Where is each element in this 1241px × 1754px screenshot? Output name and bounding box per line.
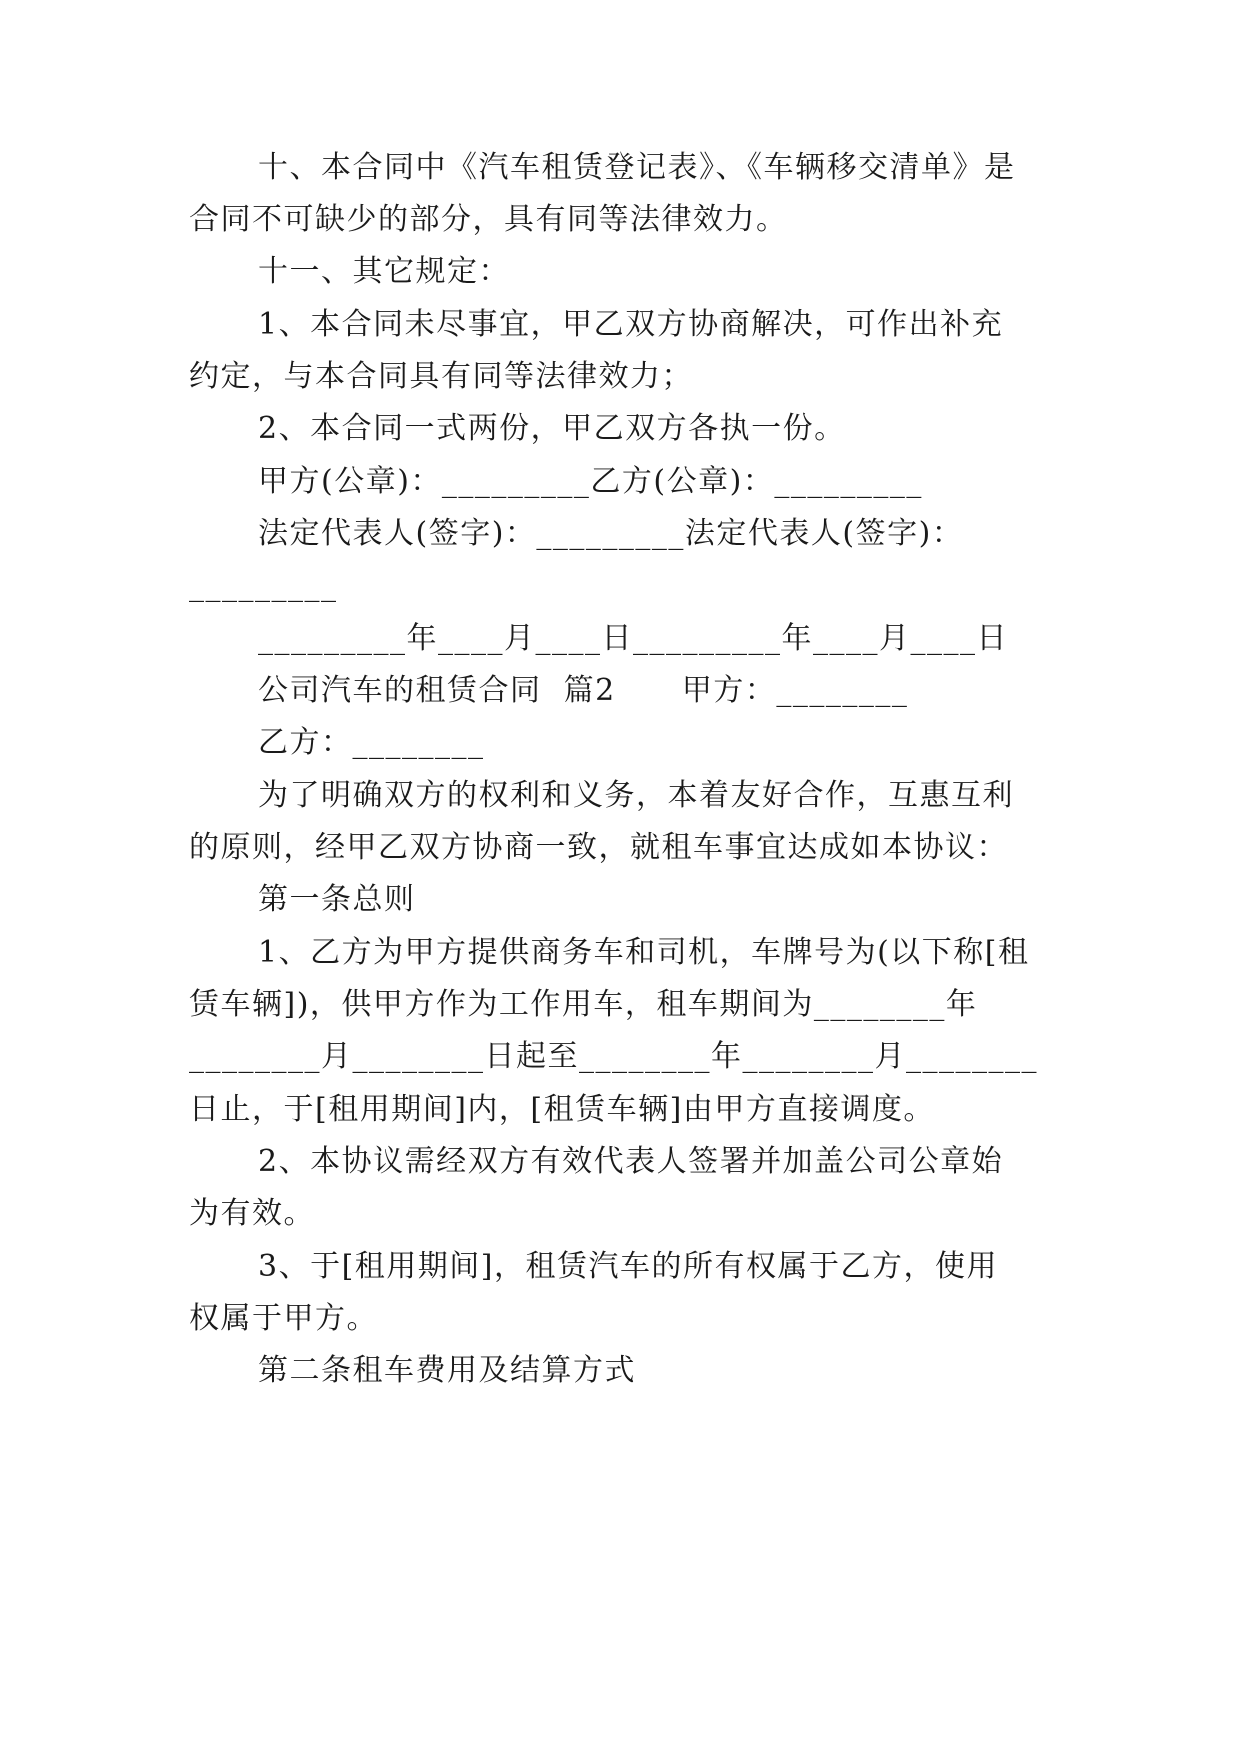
paragraph-line: 合同不可缺少的部分，具有同等法律效力。 [189, 202, 788, 237]
section-heading: 十一、其它规定： [258, 254, 510, 289]
paragraph-line: 十、本合同中《汽车租赁登记表》、《车辆移交清单》是 [258, 150, 1016, 185]
paragraph-line: ________月________日起至________年________月________ [189, 1039, 1038, 1074]
paragraph-line: 2、本协议需经双方有效代表人签署并加盖公司公章始 [258, 1144, 1004, 1179]
signature-line: 法定代表人(签字)：_________法定代表人(签字)： [258, 516, 964, 551]
paragraph-line: 为了明确双方的权利和义务，本着友好合作，互惠互利 [258, 778, 1014, 813]
article-heading: 第一条总则 [258, 882, 416, 917]
article-heading: 第二条租车费用及结算方式 [258, 1353, 636, 1388]
paragraph-line: 约定，与本合同具有同等法律效力； [189, 359, 693, 394]
signature-line: 甲方(公章)：_________乙方(公章)：_________ [258, 464, 923, 499]
contract-title-line: 公司汽车的租赁合同 篇2 甲方：________ [258, 673, 909, 708]
paragraph-line: 1、乙方为甲方提供商务车和司机，车牌号为(以下称[租 [258, 935, 1030, 970]
paragraph-line: 为有效。 [189, 1196, 315, 1231]
signature-blank: _________ [189, 568, 338, 603]
paragraph-line: 赁车辆])，供甲方作为工作用车，租车期间为________年 [189, 987, 978, 1022]
party-line: 乙方：________ [258, 725, 485, 760]
paragraph-line: 日止，于[租用期间]内，[租赁车辆]由甲方直接调度。 [189, 1092, 935, 1127]
paragraph-line: 权属于甲方。 [189, 1301, 378, 1336]
date-line: _________年____月____日_________年____月____日 [258, 621, 1008, 656]
paragraph-line: 1、本合同未尽事宜，甲乙双方协商解决，可作出补充 [258, 307, 1004, 342]
paragraph-line: 2、本合同一式两份，甲乙双方各执一份。 [258, 411, 846, 446]
paragraph-line: 3、于[租用期间]，租赁汽车的所有权属于乙方，使用 [258, 1249, 998, 1284]
paragraph-line: 的原则，经甲乙双方协商一致，就租车事宜达成如本协议： [189, 830, 1008, 865]
